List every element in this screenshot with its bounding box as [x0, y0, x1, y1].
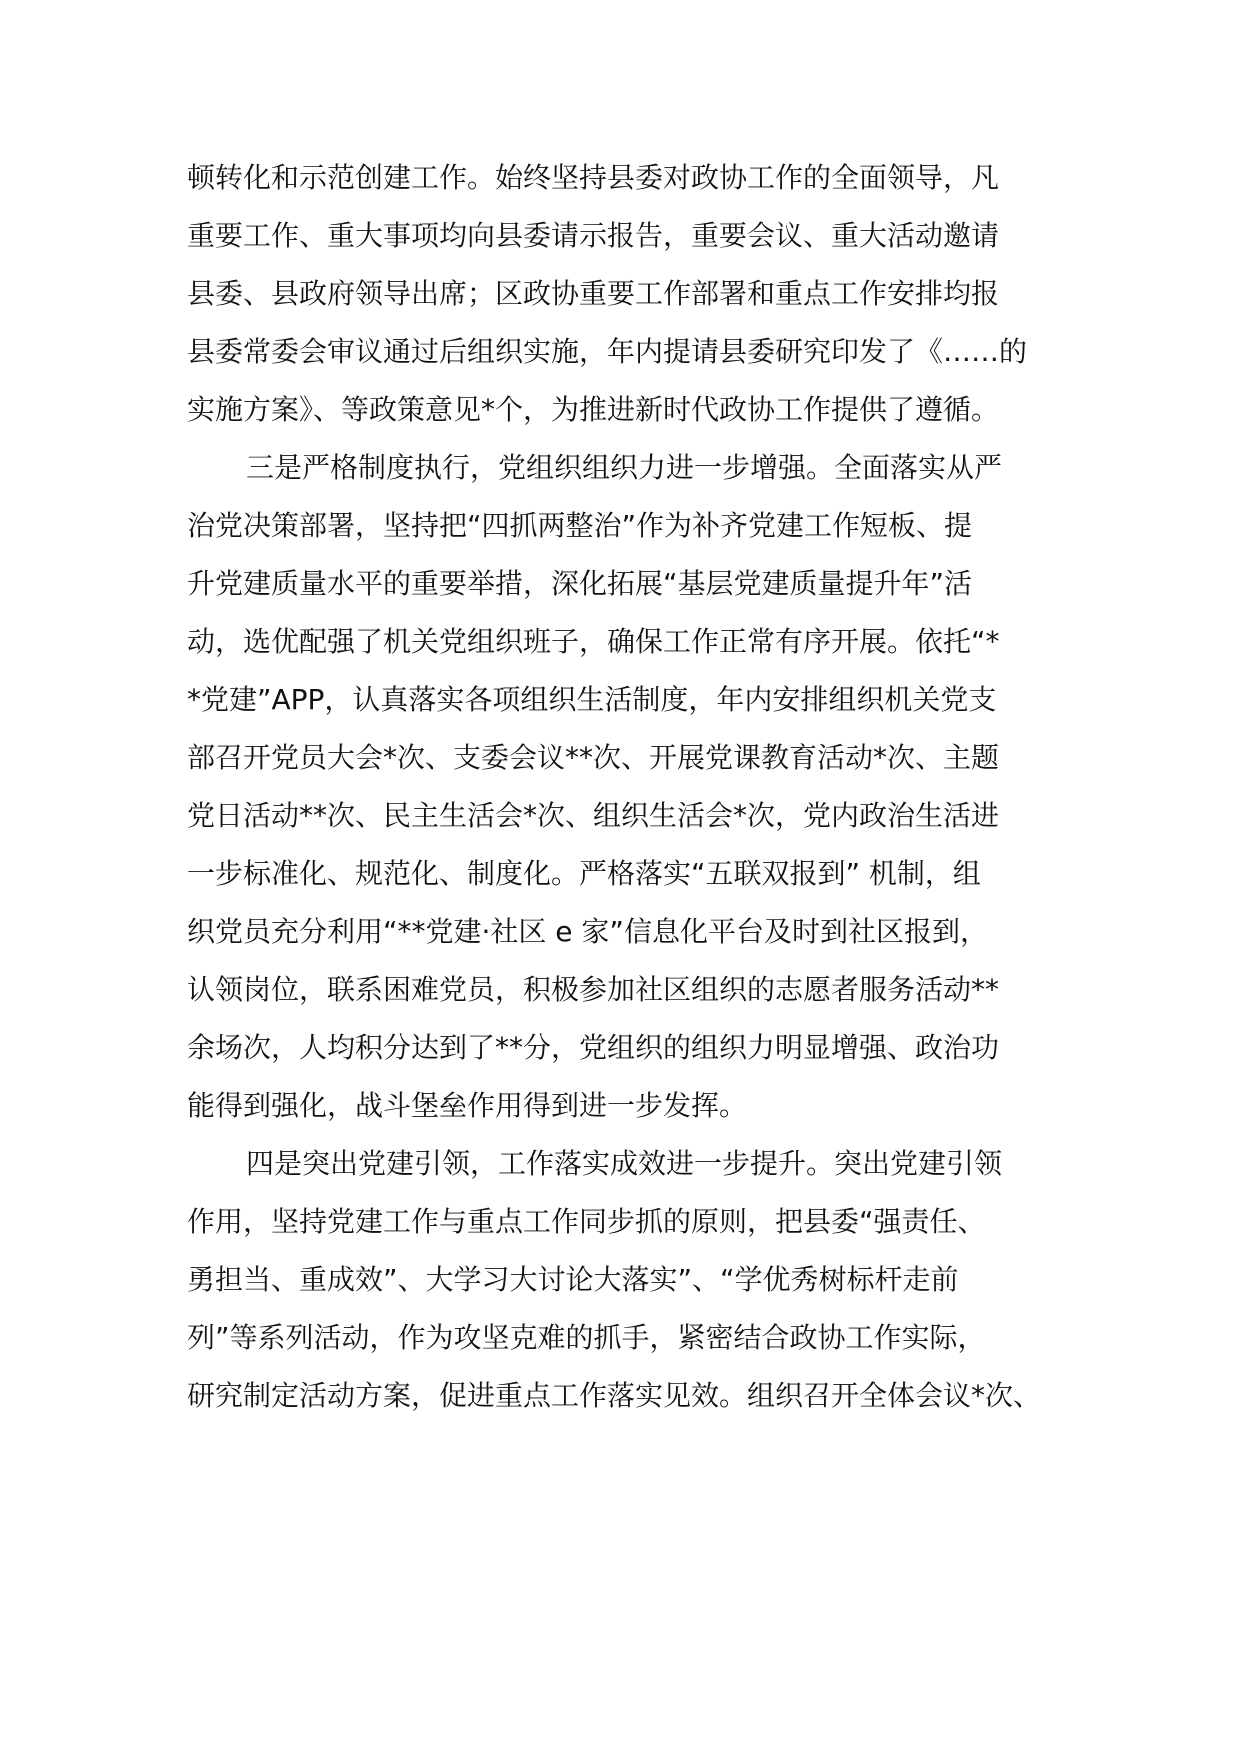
text-line: *党建”APP，认真落实各项组织生活制度，年内安排组织机关党支 — [187, 683, 997, 716]
text-line: 作用，坚持党建工作与重点工作同步抓的原则，把县委“强责任、 — [187, 1205, 986, 1238]
text-line: 县委常委会审议通过后组织实施，年内提请县委研究印发了《……的 — [187, 335, 1028, 368]
text-line: 顿转化和示范创建工作。始终坚持县委对政协工作的全面领导，凡 — [187, 161, 1000, 194]
text-line: 勇担当、重成效”、大学习大讨论大落实”、“学优秀树标杆走前 — [187, 1263, 959, 1296]
text-line: 部召开党员大会*次、支委会议**次、开展党课教育活动*次、主题 — [187, 741, 1000, 774]
text-line: 重要工作、重大事项均向县委请示报告，重要会议、重大活动邀请 — [187, 219, 1000, 252]
text-line: 治党决策部署，坚持把“四抓两整治”作为补齐党建工作短板、提 — [187, 509, 973, 542]
paragraph-first-line: 三是严格制度执行，党组织组织力进一步增强。全面落实从严 — [246, 451, 1003, 484]
text-line: 能得到强化，战斗堡垒作用得到进一步发挥。 — [187, 1089, 748, 1122]
text-line: 一步标准化、规范化、制度化。严格落实“五联双报到” 机制，组 — [187, 857, 981, 890]
text-line: 织党员充分利用“**党建·社区 e 家”信息化平台及时到社区报到， — [187, 915, 988, 948]
paragraph-first-line: 四是突出党建引领，工作落实成效进一步提升。突出党建引领 — [246, 1147, 1003, 1180]
text-line: 余场次，人均积分达到了**分，党组织的组织力明显增强、政治功 — [187, 1031, 1000, 1064]
text-line: 研究制定活动方案，促进重点工作落实见效。组织召开全体会议*次、 — [187, 1379, 1042, 1412]
text-line: 实施方案》、等政策意见*个，为推进新时代政协工作提供了遵循。 — [187, 393, 1000, 426]
text-line: 县委、县政府领导出席；区政协重要工作部署和重点工作安排均报 — [187, 277, 1000, 310]
text-line: 认领岗位，联系困难党员，积极参加社区组织的志愿者服务活动** — [187, 973, 1000, 1006]
text-line: 列”等系列活动，作为攻坚克难的抓手，紧密结合政协工作实际， — [187, 1321, 986, 1354]
text-line: 党日活动**次、民主生活会*次、组织生活会*次，党内政治生活进 — [187, 799, 1000, 832]
text-line: 动，选优配强了机关党组织班子，确保工作正常有序开展。依托“* — [187, 625, 1000, 658]
text-line: 升党建质量水平的重要举措，深化拓展“基层党建质量提升年”活 — [187, 567, 973, 600]
